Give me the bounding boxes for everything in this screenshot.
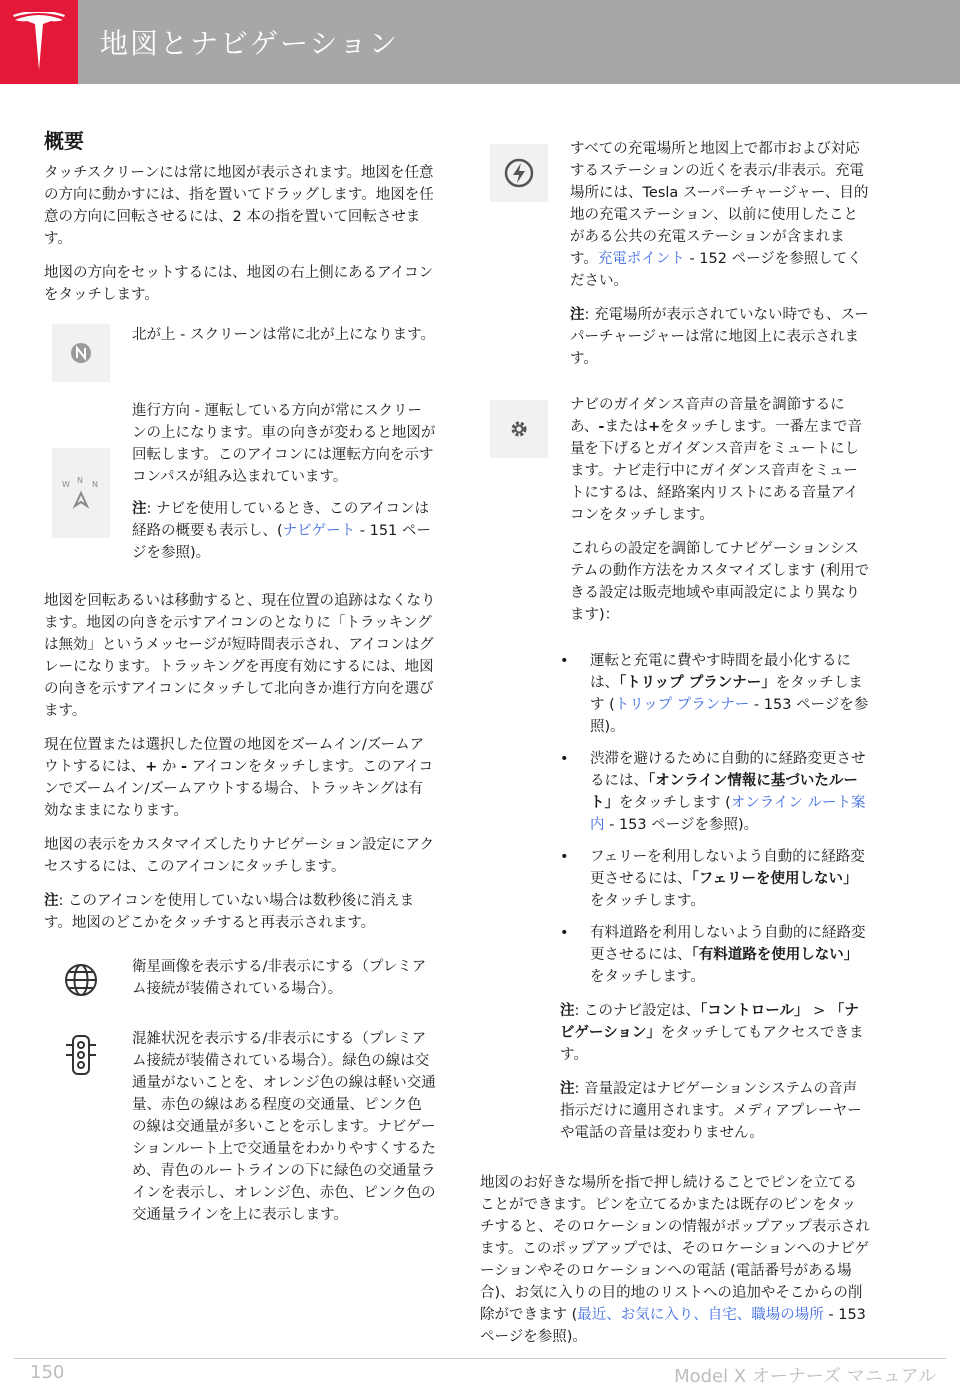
text: をタッチします ( [619, 795, 731, 811]
charging-text [570, 138, 870, 292]
text: をタッチしてもアクセスできます。 [560, 1025, 864, 1063]
manual-title: Model X オーナーズ マニュアル [674, 1366, 936, 1387]
north-up-text: 北が上 - スクリーンは常に北が上になります。 [132, 327, 435, 343]
tesla-logo-icon [11, 12, 67, 72]
heading-up-compass-icon [52, 448, 110, 538]
text: - 153 ページを参照)。 [604, 817, 759, 833]
footer-divider [14, 1358, 946, 1359]
globe-icon [52, 956, 110, 998]
plus-symbol: + [145, 759, 158, 775]
text: - 152 ページを参照してください。 [570, 251, 862, 289]
text: アイコンをタッチします。このアイコンでズームイン/ズームアウトする場合、トラッキングは有効なままになります。 [44, 759, 434, 819]
lightning-bolt-icon [490, 144, 548, 202]
note-text: : 音量設定はナビゲーションシステムの音声指示だけに適用されます。メディアプレーヤーや電話の音量は変わりません。 [560, 1081, 862, 1141]
note-label: 注 [132, 501, 147, 517]
note-text: - 151 ページを参照)。 [132, 523, 431, 561]
note-paragraph [560, 1078, 870, 1144]
gear-icon [490, 400, 548, 458]
minus-symbol: - [598, 419, 605, 435]
heading-up-note [132, 498, 436, 564]
volume-text [570, 394, 870, 526]
heading-up-text: 進行方向 - 運転している方向が常にスクリーンの上になります。車の向きが変わると地図が回転します。このアイコンには運転方向を示すコンパスが組み込まれています。 [132, 403, 436, 485]
text: をタッチします。 [590, 969, 705, 985]
note-text: : このナビ設定は、 [574, 1003, 700, 1019]
text: > [808, 1003, 830, 1019]
note-paragraph [560, 1000, 870, 1066]
text: 有料道路を利用しないよう自動的に経路変更させるには、 [590, 925, 866, 963]
text: 現在位置または選択した位置の地図をズームイン/ズームアウトするには、 [44, 737, 425, 775]
list-item [560, 748, 870, 836]
plus-symbol: + [647, 419, 661, 435]
left-column [44, 130, 436, 1252]
text: フェリーを利用しないよう自動的に経路変更させるには、 [590, 849, 865, 887]
menu-name: 「ナビゲーション」 [560, 1003, 859, 1041]
page-number: 150 [30, 1362, 65, 1383]
settings-row [480, 394, 870, 638]
pin-paragraph [480, 1172, 870, 1348]
trip-planner-link[interactable]: トリップ プランナー [614, 697, 750, 713]
note-label: 注 [570, 307, 585, 323]
page-header [0, 0, 960, 84]
zoom-paragraph [44, 734, 436, 822]
svg-text:W: W [62, 480, 70, 489]
traffic-text: 混雑状況を表示する/非表示にする（プレミアム接続が装備されている場合）。緑色の線は交通量がないことを、オレンジ色の線は軽い交通量、赤色の線はある程度の交通量、ピンク色の線は交通量が多いことを示します。ナビゲーションルート上で交通量をわかりやすくするため、青色のルートラインの下に緑色の交通量ラインを表示し、オレンジ色、赤色、ピンク色の交通量ラインを上に表示します。 [132, 1031, 436, 1223]
charging-link[interactable]: 充電ポイント [597, 251, 685, 267]
notes-block [560, 1000, 870, 1144]
page-title: 地図とナビゲーション [100, 27, 399, 60]
note-label: 注 [560, 1081, 575, 1097]
heading-up-row [44, 400, 436, 574]
option-name: 「フェリーを使用しない」 [691, 871, 858, 887]
paragraph: 地図の表示をカスタマイズしたりナビゲーション設定にアクセスするには、このアイコンにタッチします。 [44, 837, 435, 875]
list-item [560, 846, 870, 912]
navigate-link[interactable]: ナビゲート [282, 523, 356, 539]
note-text: : ナビを使用しているとき、このアイコンは経路の概要も表示し、( [132, 501, 430, 539]
charging-row [480, 138, 870, 382]
text: - 153 ページを参照)。 [590, 697, 869, 735]
note-paragraph [44, 890, 436, 934]
list-item [560, 650, 870, 738]
traffic-row [44, 1028, 436, 1236]
traffic-light-icon [52, 1028, 110, 1076]
north-up-icon [52, 324, 110, 382]
text: をタッチします。 [590, 893, 705, 909]
svg-text:N: N [92, 480, 98, 489]
satellite-row [44, 956, 436, 1010]
settings-intro: これらの設定を調節してナビゲーションシステムの動作方法をカスタマイズします (利用できる設定は販売地域や車両設定により異なります)： [570, 541, 870, 623]
text: をタッチします。一番左まで音量を下げるとガイダンス音声をミュートにします。ナビ走行中にガイダンス音声をミュートにするは、経路案内リストにある音量アイコンをタッチします。 [570, 419, 862, 523]
text: か [157, 759, 181, 775]
note-label: 注 [560, 1003, 575, 1019]
satellite-text: 衛星画像を表示する/非表示にする（プレミアム接続が装備されている場合）。 [132, 959, 427, 997]
option-name: 「有料道路を使用しない」 [691, 947, 859, 963]
text: 地図のお好きな場所を指で押し続けることでピンを立てることができます。ピンを立てるかまたは既存のピンをタッチすると、そのロケーションの情報がポップアップ表示されます。このポップアップでは、そのロケーションへのナビゲーションやそのロケーションへの電話 (電話番号がある場合)、お気に入りの目的地のリストへの追加やそこからの削除ができます ( [480, 1175, 870, 1323]
section-title: 概要 [44, 129, 84, 153]
list-item [560, 922, 870, 988]
option-name: 「オンライン情報に基づいたルート」 [590, 773, 858, 811]
minus-symbol: - [180, 759, 187, 775]
text: 運転と充電に費やす時間を最小化するには、 [590, 653, 851, 691]
online-routing-link[interactable]: オンライン ルート案内 [590, 795, 866, 833]
paragraph: 地図の方向をセットするには、地図の右上側にあるアイコンをタッチします。 [44, 265, 434, 303]
right-column [480, 138, 870, 1348]
paragraph: タッチスクリーンには常に地図が表示されます。地図を任意の方向に動かすには、指を置いてドラッグします。地図を任意の方向に回転させるには、2 本の指を置いて回転させます。 [44, 165, 434, 247]
north-up-row [44, 324, 436, 382]
places-link[interactable]: 最近、お気に入り、自宅、職場の場所 [577, 1307, 824, 1323]
note-label: 注 [44, 893, 59, 909]
text: ナビのガイダンス音声の音量を調節するにあ、 [570, 397, 845, 435]
svg-text:N: N [77, 476, 83, 485]
text: をタッチします ( [590, 675, 863, 713]
text: すべての充電場所と地図上で都市および対応するステーションの近くを表示/非表示。充電場所には、Tesla スーパーチャージャー、目的地の充電ステーション、以前に使用したことがある公共の充電ステーションが含まれます。 [570, 141, 869, 267]
charging-note [570, 304, 870, 370]
option-name: 「トリップ プランナー」 [619, 675, 776, 691]
menu-name: 「コントロール」 [700, 1003, 809, 1019]
settings-list [560, 650, 870, 988]
note-text: : 充電場所が表示されていない時でも、スーパーチャージャーは常に地図上に表示されます。 [570, 307, 869, 367]
text: - 153 ページを参照)。 [480, 1307, 866, 1345]
text: または [604, 419, 648, 435]
text: 渋滞を避けるために自動的に経路変更させるには、 [590, 751, 866, 789]
paragraph: 地図を回転あるいは移動すると、現在位置の追跡はなくなります。地図の向きを示すアイコンのとなりに「トラッキングは無効」というメッセージが短時間表示され、アイコンはグレーになります。トラッキングを再度有効にするには、地図の向きを示すアイコンにタッチして北向きか進行方向を選びます。 [44, 593, 436, 719]
note-text: : このアイコンを使用していない場合は数秒後に消えます。地図のどこかをタッチすると再表示されます。 [44, 893, 415, 931]
tesla-logo [0, 0, 78, 84]
